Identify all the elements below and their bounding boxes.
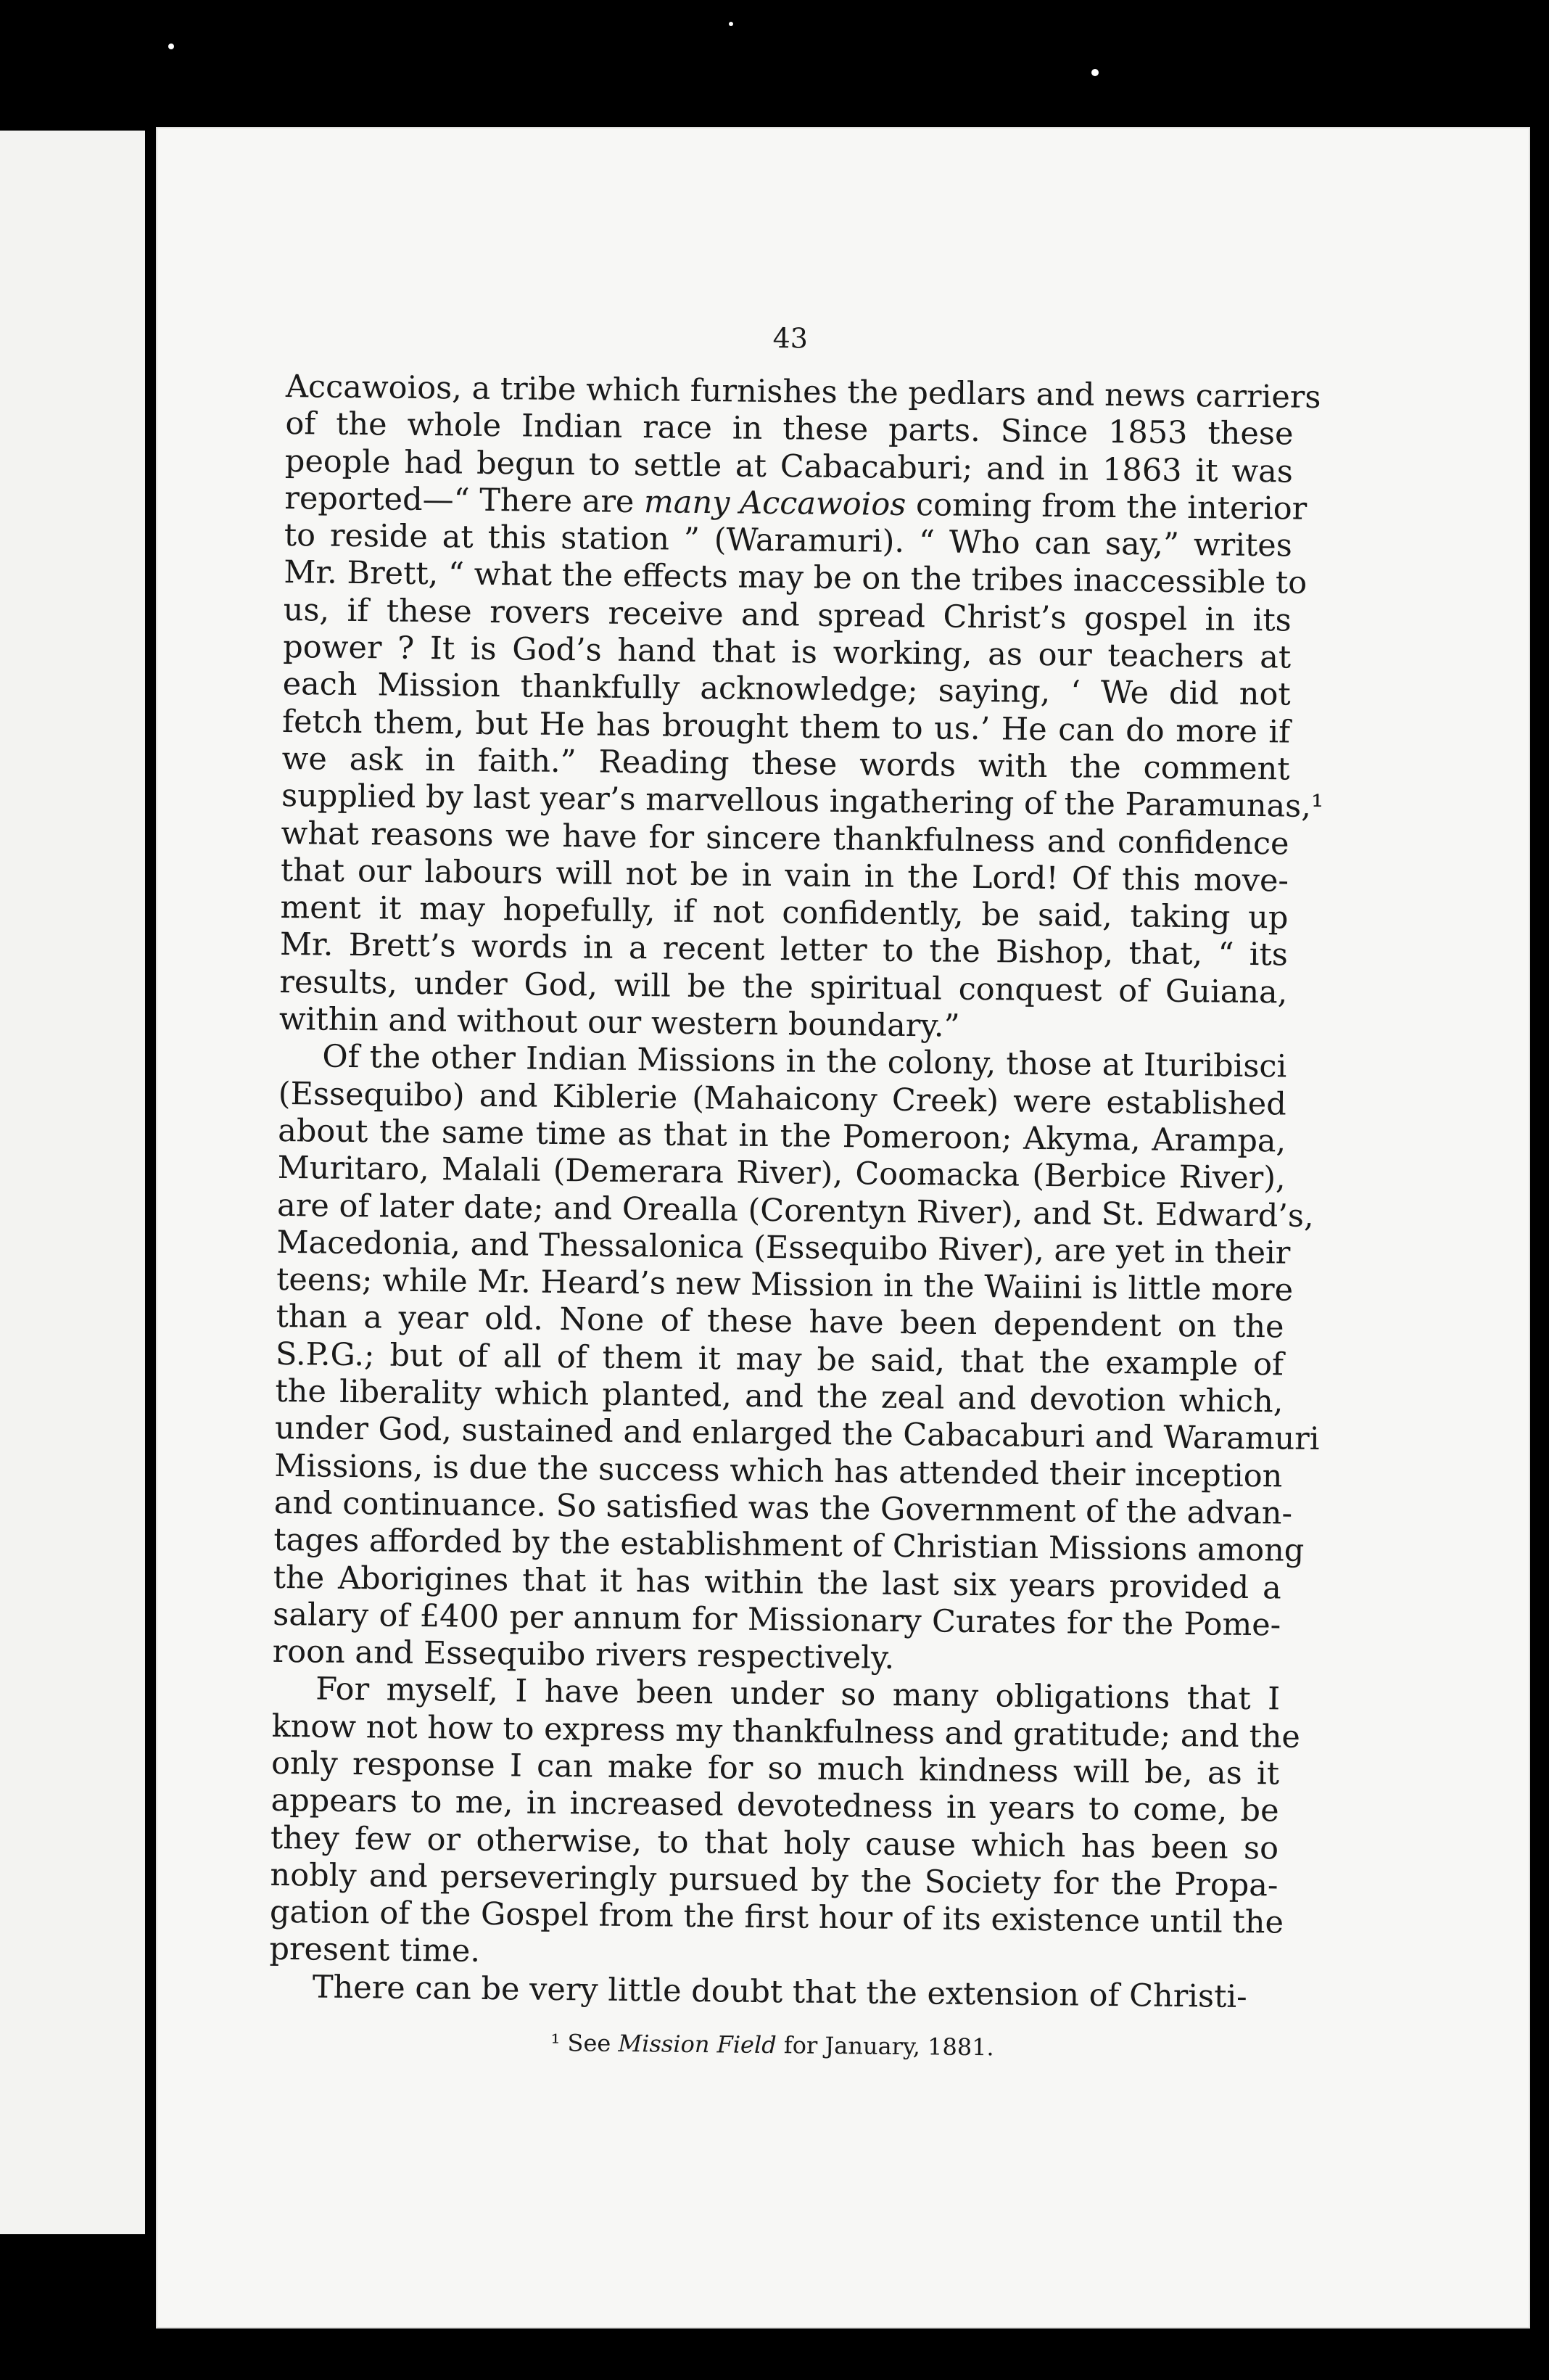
paragraph [269,1671,1301,1979]
text-line: supplied by last year’s marvellous ingathering of the Paramunas,¹ [281,778,1324,825]
text-line: Mr. Brett, “ what the effects may be on the tribes inaccessible to [284,554,1308,602]
text-line: roon and Essequibo rivers respectively. [272,1633,895,1676]
text-line: we ask in faith.” Reading these words with the comment [281,740,1290,788]
text-line: about the same time as that in the Pomeroon; Akyma, Arampa, [278,1112,1286,1160]
text-line: Accawoios, a tribe which furnishes the pedlars and news carriers [285,368,1321,416]
text-line: salary of £400 per annum for Missionary Curates for the Pome- [273,1596,1281,1644]
text-line: appears to me, in increased devotedness in years to come, be [270,1782,1279,1829]
text-line: power ? It is God’s hand that is working, as our teachers at [283,629,1292,676]
text-line: that our labours will not be in vain in the Lord! Of this move- [280,852,1289,899]
text-line: fetch them, but He has brought them to us.’ He can do more if [281,703,1291,751]
speck [1091,69,1099,76]
text-line: tages afforded by the establishment of Christian Missions among [273,1522,1305,1569]
text-line: the liberality which planted, and the zeal and devotion which, [275,1372,1284,1420]
text-line: of the whole Indian race in these parts. Since 1853 these [285,405,1294,453]
text-line: are of later date; and Orealla (Corentyn River), and St. Edward’s, [276,1187,1314,1235]
text-line: under God, sustained and enlarged the Cabacaburi and Waramuri [274,1410,1320,1458]
text-line: know not how to express my thankfulness and gratitude; and the [271,1708,1301,1755]
text-line: There can be very little doubt that the extension of Christi- [312,1969,1247,2015]
text-line: ment it may hopefully, if not confidently, be said, taking up [280,889,1289,936]
speck [729,22,733,26]
text-line: Missions, is due the success which has attended their inception [274,1447,1283,1495]
text-line: people had begun to settle at Cabacaburi; and in 1863 it was [284,442,1294,490]
text-line: Of the other Indian Missions in the colony, those at Ituribisci [322,1038,1287,1085]
page-text [268,319,1324,2064]
text-line: only response I can make for so much kindness will be, as it [270,1745,1280,1792]
paragraph [272,1038,1320,1681]
left-page-edge [0,131,145,2234]
text-line: what reasons we have for sincere thankfulness and confidence [281,815,1289,862]
text-line: and continuance. So satisfied was the Government of the advan- [273,1484,1293,1532]
text-line: Muritaro, Malali (Demerara River), Coomacka (Berbice River), [277,1150,1286,1197]
text-line: they few or otherwise, to that holy cause which has been so [270,1819,1279,1867]
text-line: Mr. Brett’s words in a recent letter to the Bishop, that, “ its [279,926,1289,973]
text-line: nobly and perseveringly pursued by the Society for the Propa- [270,1856,1279,1904]
text-line: gation of the Gospel from the first hour of its existence until the [269,1894,1284,1941]
text-line: us, if these rovers receive and spread Christ’s gospel in its [283,591,1292,639]
text-line: to reside at this station ” (Waramuri). “ Who can say,” writes [284,517,1293,564]
text-line: the Aborigines that it has within the last six years provided a [273,1559,1282,1606]
text-line: For myself, I have been under so many obligations that I [315,1671,1281,1718]
footnote: ¹ See Mission Field for January, 1881. [550,2029,994,2062]
speck [168,44,174,49]
text-line: results, under God, will be the spiritual conquest of Guiana, [279,963,1288,1011]
page-number: 43 [772,322,809,355]
text-line: each Mission thankfully acknowledge; saying, ‘ We did not [282,666,1291,713]
text-line: within and without our western boundary.” [278,1000,960,1045]
text-line: than a year old. None of these have been dependent on the [276,1298,1284,1346]
text-line: Macedonia, and Thessalonica (Essequibo River), are yet in their [276,1224,1291,1272]
paragraph [278,368,1324,1049]
text-line: reported—“ There are many Accawoios coming from the interior [284,479,1308,527]
text-line: teens; while Mr. Heard’s new Mission in the Waiini is little more [276,1261,1294,1309]
text-line: (Essequibo) and Kiblerie (Mahaicony Creek) were established [278,1075,1287,1123]
text-line: S.P.G.; but of all of them it may be said, that the example of [275,1335,1284,1383]
text-line: present time. [269,1931,481,1970]
